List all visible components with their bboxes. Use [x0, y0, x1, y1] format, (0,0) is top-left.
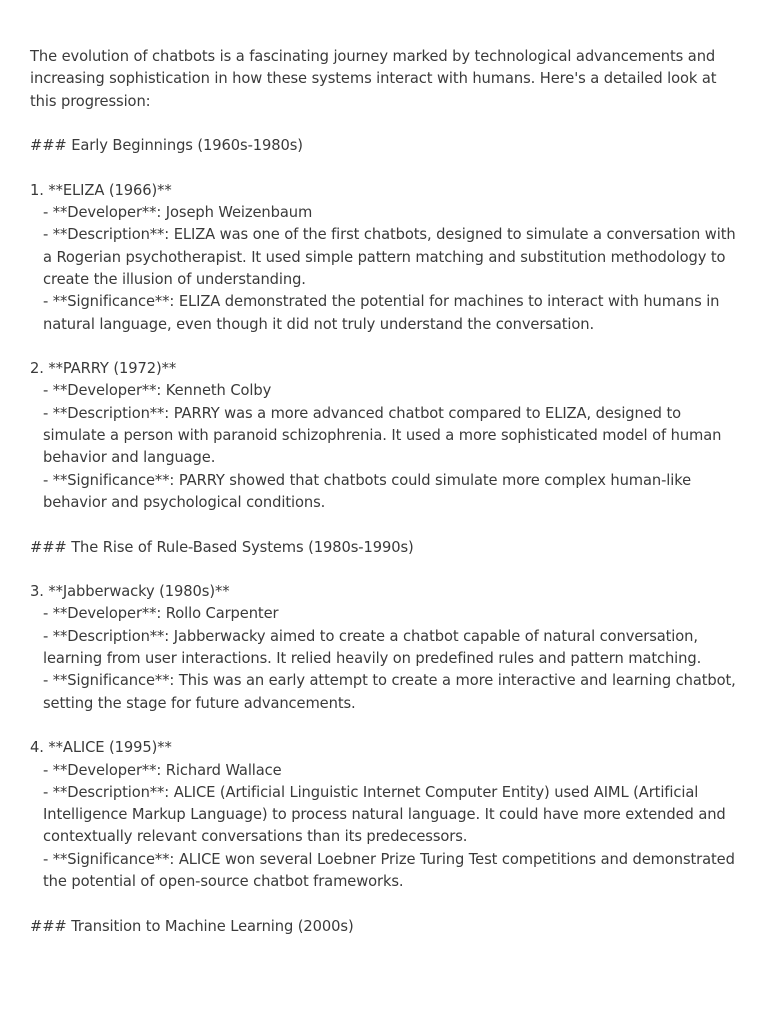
item-developer: - **Developer**: Rollo Carpenter — [43, 605, 279, 623]
item-developer: - **Developer**: Kenneth Colby — [43, 382, 272, 400]
spacer — [30, 113, 738, 135]
item-developer: - **Developer**: Richard Wallace — [43, 761, 282, 779]
section-heading-early-beginnings: ### Early Beginnings (1960s-1980s) — [30, 137, 303, 155]
spacer — [30, 336, 738, 358]
item-description: - **Description**: ELIZA was one of the first chatbots, designed to simulate a conversation with a Rogerian psychotherapist. It used simple pattern matching and substitution methodology to create the illusion of understanding. — [43, 226, 741, 288]
spacer — [30, 514, 738, 536]
item-title: 3. **Jabberwacky (1980s)** — [30, 583, 230, 601]
item-significance: - **Significance**: ELIZA demonstrated the potential for machines to interact with humans in natural language, even though it did not truly understand the conversation. — [43, 293, 724, 333]
list-item-alice — [30, 737, 738, 893]
intro-paragraph: The evolution of chatbots is a fascinating journey marked by technological advancements and increasing sophistication in how these systems interact with humans. Here's a detailed look at this progression: — [30, 48, 717, 110]
list-item-jabberwacky — [30, 581, 741, 715]
list-item-eliza — [30, 180, 741, 336]
item-title: 4. **ALICE (1995)** — [30, 739, 172, 757]
section-heading-machine-learning: ### Transition to Machine Learning (2000s) — [30, 917, 354, 935]
item-title: 2. **PARRY (1972)** — [30, 360, 177, 378]
spacer — [30, 559, 738, 581]
item-title: 1. **ELIZA (1966)** — [30, 181, 172, 199]
item-developer: - **Developer**: Joseph Weizenbaum — [43, 204, 313, 222]
spacer — [30, 715, 738, 737]
item-significance: - **Significance**: ALICE won several Loebner Prize Turing Test competitions and demonstrated the potential of open-source chatbot frameworks. — [43, 850, 740, 890]
item-description: - **Description**: Jabberwacky aimed to create a chatbot capable of natural conversation, learning from user interactions. It relied heavily on predefined rules and pattern matching. — [43, 627, 703, 668]
spacer — [30, 893, 738, 915]
item-significance: - **Significance**: PARRY showed that chatbots could simulate more complex human-like behavior and psychological conditions. — [43, 471, 696, 511]
spacer — [30, 157, 738, 179]
item-significance: - **Significance**: This was an early attempt to create a more interactive and learning chatbot, setting the stage for future advancements. — [43, 672, 741, 712]
list-item-parry — [30, 358, 738, 514]
section-heading-rule-based: ### The Rise of Rule-Based Systems (1980s-1990s) — [30, 538, 414, 556]
item-description: - **Description**: ALICE (Artificial Linguistic Internet Computer Entity) used AIML (Artificial Intelligence Markup Language) to process natural language. It could have more extended and contextually relevant conversations than its predecessors. — [43, 783, 731, 846]
item-description: - **Description**: PARRY was a more advanced chatbot compared to ELIZA, designed to simulate a person with paranoid schizophrenia. It used a more sophisticated model of human behavior and language. — [43, 404, 726, 467]
